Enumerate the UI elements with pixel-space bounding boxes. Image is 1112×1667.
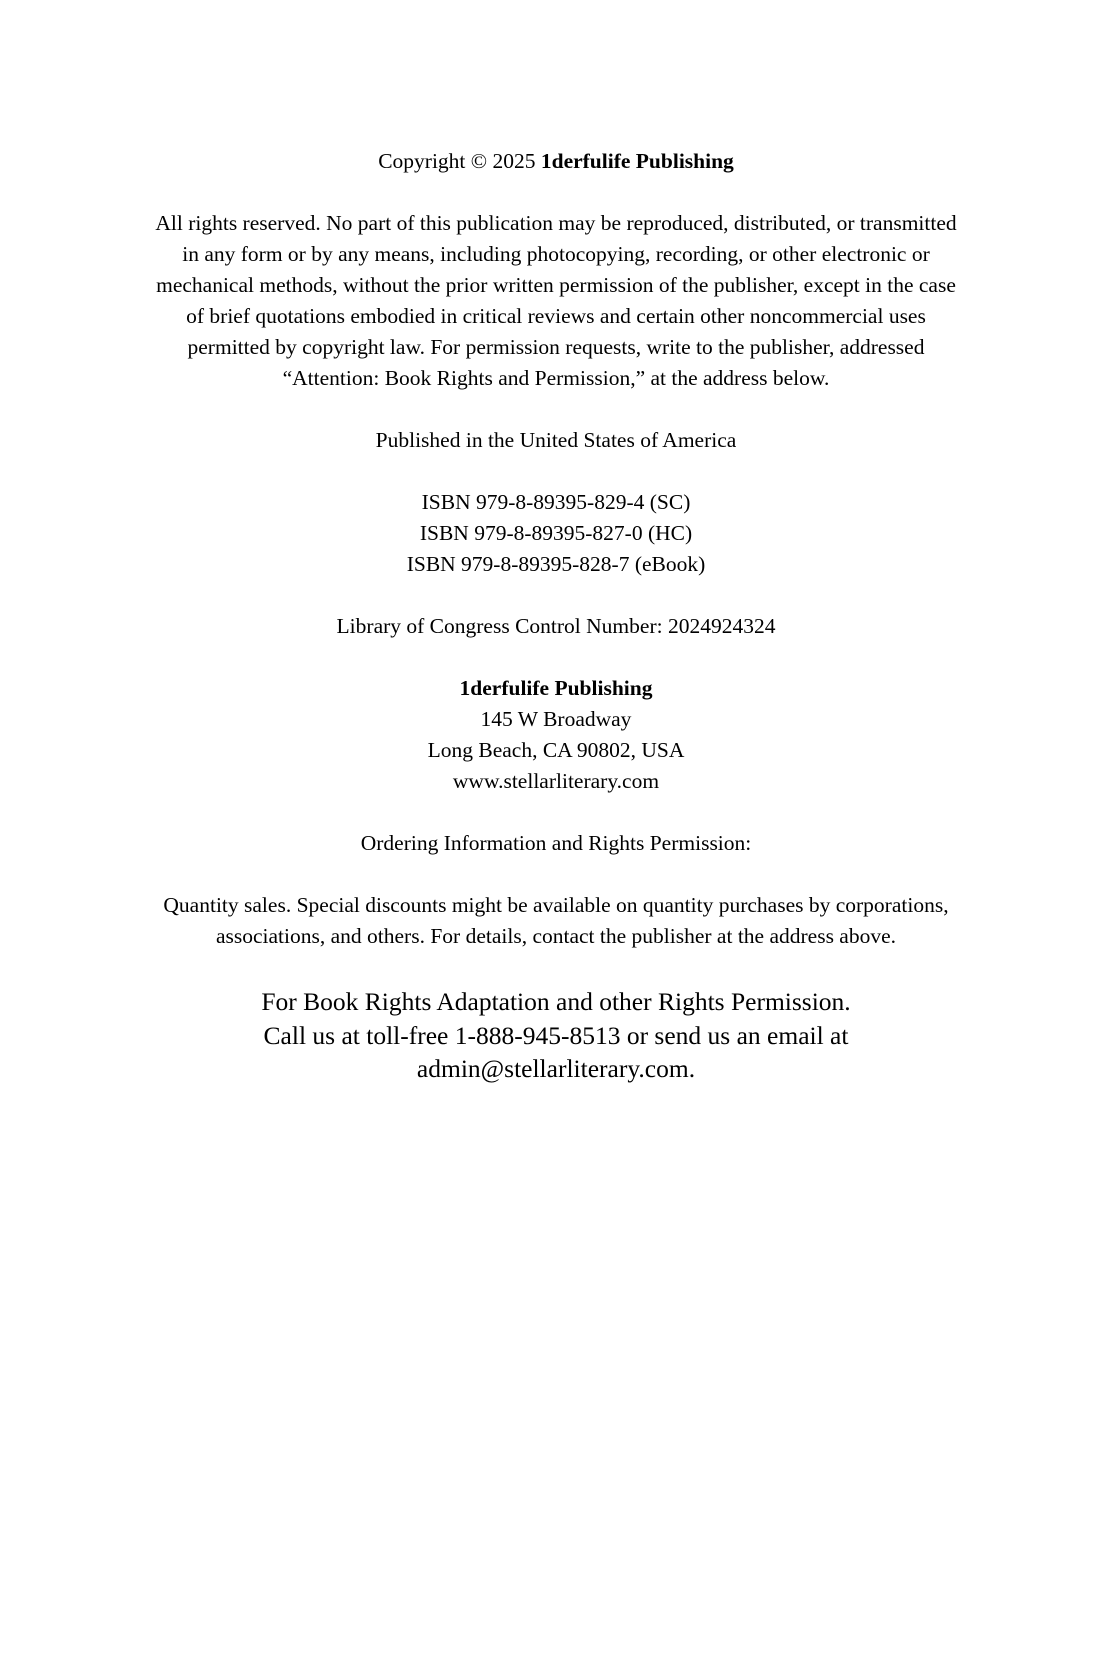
isbn-block (60, 487, 1052, 580)
quantity-paragraph-line: associations, and others. For details, contact the publisher at the address above. (215, 924, 897, 948)
rights-contact-email: admin@stellarliterary.com. (416, 1054, 696, 1083)
quantity-sales-paragraph (60, 890, 1052, 952)
publisher-street: 145 W Broadway (480, 707, 632, 731)
publisher-address-block (60, 673, 1052, 797)
isbn-softcover: ISBN 979-8-89395-829-4 (SC) (421, 490, 691, 514)
rights-paragraph-line: mechanical methods, without the prior written permission of the publisher, except in the case (156, 273, 956, 297)
rights-contact-phone-line: Call us at toll-free 1-888-945-8513 or send us an email at (263, 1020, 849, 1050)
publisher-city: Long Beach, CA 90802, USA (427, 738, 685, 762)
rights-reserved-paragraph (60, 208, 1052, 394)
rights-contact-block (60, 985, 1052, 1086)
rights-paragraph-line: permitted by copyright law. For permission requests, write to the publisher, addressed (187, 335, 925, 359)
copyright-line (60, 146, 1052, 177)
rights-contact-line: For Book Rights Adaptation and other Rights Permission. (261, 987, 851, 1016)
isbn-ebook: ISBN 979-8-89395-828-7 (eBook) (406, 552, 706, 576)
published-line: Published in the United States of America (375, 428, 737, 452)
ordering-heading: Ordering Information and Rights Permission: (360, 831, 752, 855)
publisher-name: 1derfulife Publishing (459, 676, 653, 700)
rights-paragraph-line: All rights reserved. No part of this publication may be reproduced, distributed, or transmitted (155, 211, 957, 235)
isbn-hardcover: ISBN 979-8-89395-827-0 (HC) (419, 521, 693, 545)
rights-paragraph-line: in any form or by any means, including photocopying, recording, or other electronic or (182, 242, 930, 266)
lccn-line: Library of Congress Control Number: 2024924324 (336, 614, 776, 638)
rights-paragraph-line: “Attention: Book Rights and Permission,” at the address below. (282, 366, 830, 390)
rights-paragraph-line: of brief quotations embodied in critical reviews and certain other noncommercial uses (186, 304, 926, 328)
copyright-publisher-name: 1derfulife Publishing (540, 149, 734, 173)
copyright-prefix: Copyright © 2025 (378, 149, 541, 173)
publisher-website: www.stellarliterary.com (452, 769, 660, 793)
quantity-paragraph-line: Quantity sales. Special discounts might be available on quantity purchases by corporations, (163, 893, 949, 917)
